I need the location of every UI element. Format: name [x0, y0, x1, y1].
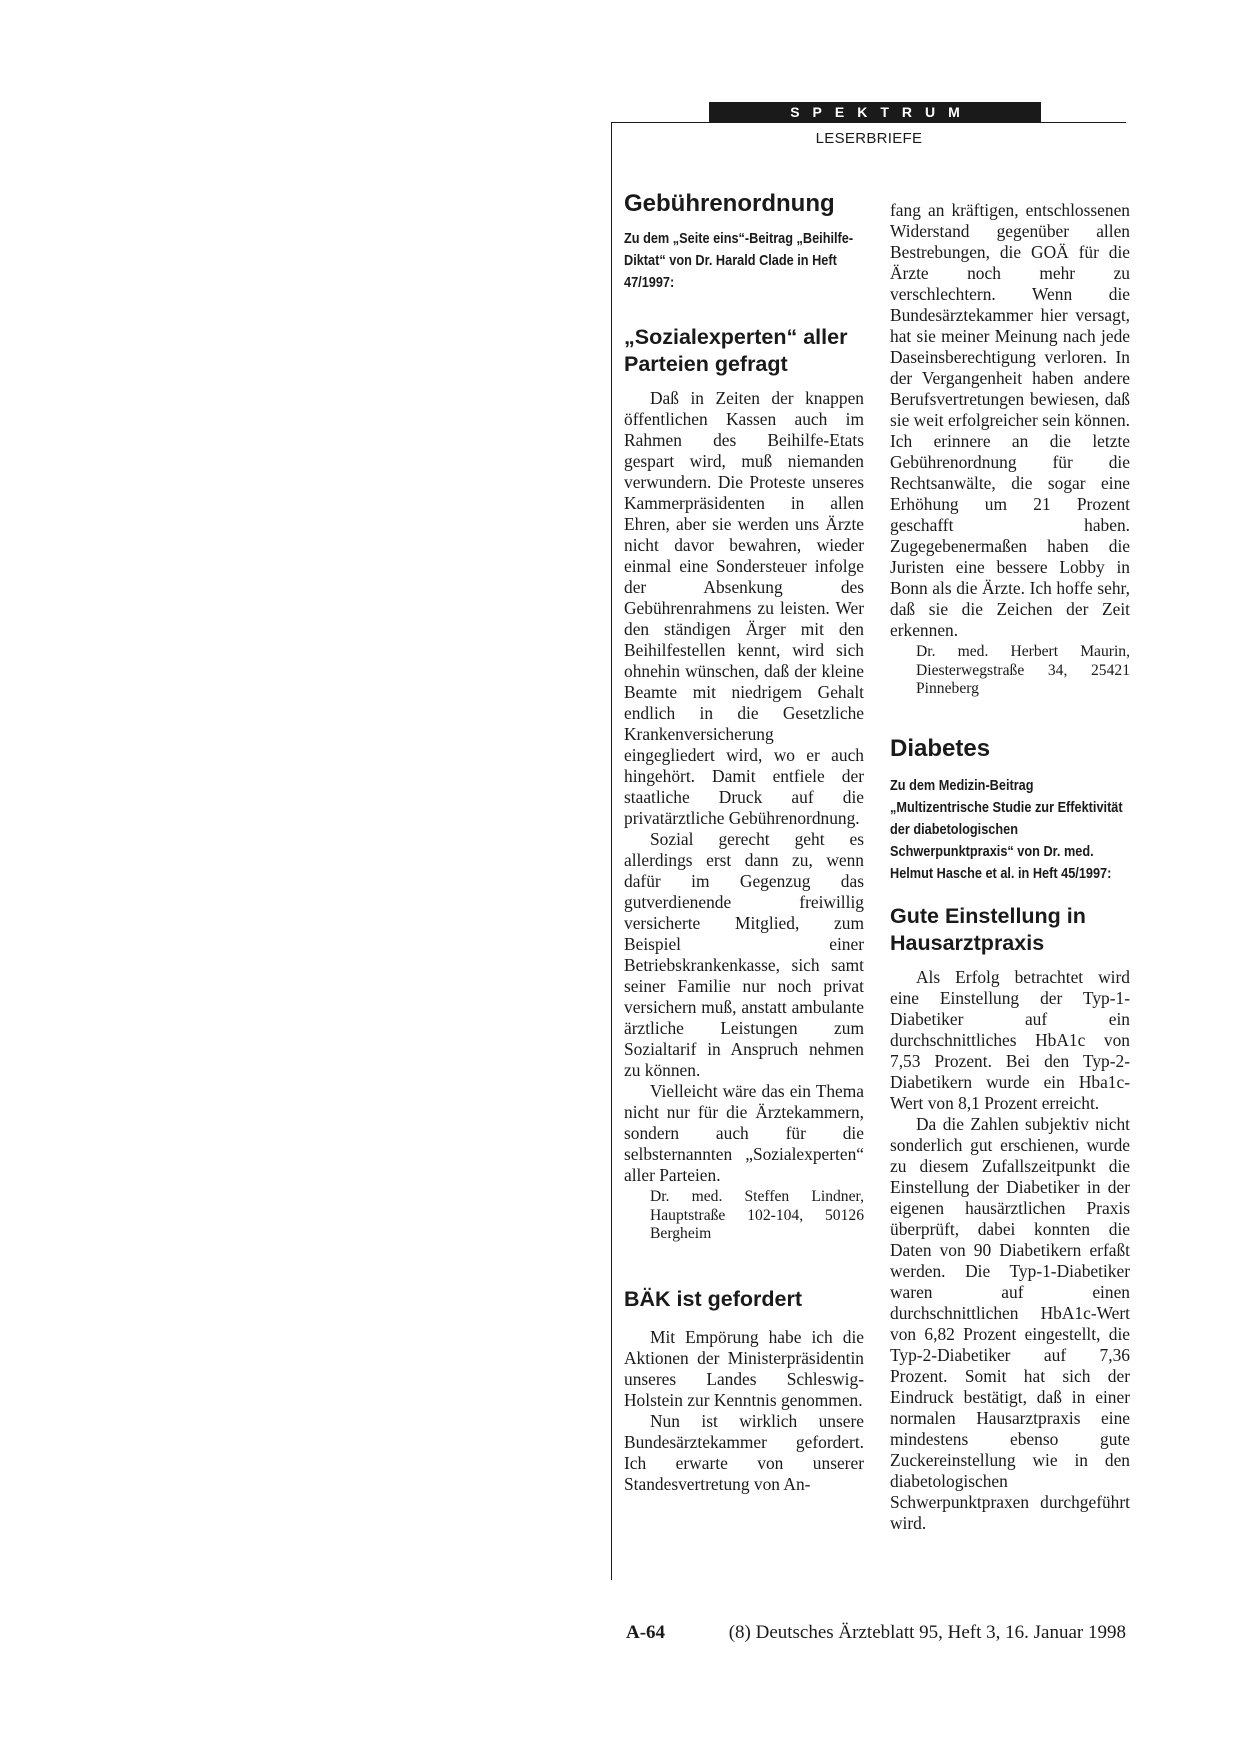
section-subtitle: LESERBRIEFE	[815, 130, 923, 147]
rubric-gebuehrenordnung: Gebührenordnung	[624, 190, 835, 217]
right-column	[890, 200, 1130, 1534]
letter-paragraph: Daß in Zeiten der knappen öffentlichen Kassen auch im Rahmen des Beihilfe-Etats gespart wird, muß niemanden verwundern. Die Proteste unseres Kammerpräsidenten in allen Ehren, aber sie werden uns Ärzte nicht davor bewahren, wieder einmal eine Sondersteuer infolge der Absenkung des Gebührenrahmens zu leisten. Wer den ständigen Ärger mit den Beihilfestellen kennt, wird sich ohnehin wünschen, daß der kleine Beamte mit niedrigem Gehalt endlich in die Gesetzliche Krankenversicherung eingegliedert wird, wo er auch hingehört. Damit entfiele der staatliche Druck auf die privatärztliche Gebührenordnung.	[624, 388, 864, 828]
letter-paragraph: Nun ist wirklich unsere Bundesärztekammer gefordert. Ich erwarte von unserer Standesvertretung von An-	[624, 1410, 864, 1494]
letter-paragraph: fang an kräftigen, entschlossenen Widerstand gegenüber allen Bestrebungen, die GOÄ für die Ärzte noch mehr zu verschlechtern. Wenn die Bundesärztekammer hier versagt, hat sie meiner Meinung nach jede Daseinsberechtigung verloren. In der Vergangenheit haben andere Berufsvertretungen bewiesen, daß sie weit erfolgreicher sein können. Ich erinnere an die letzte Gebührenordnung für die Rechtsanwälte, die sogar eine Erhöhung um 21 Prozent geschafft haben. Zugegebenermaßen haben die Juristen eine bessere Lobby in Bonn als die Ärzte. Ich hoffe sehr, daß sie die Zeichen der Zeit erkennen.	[890, 200, 1130, 640]
headline-sozialexperten: „Sozialexperten“ aller Parteien gefragt	[624, 325, 848, 376]
header-rule	[612, 122, 1126, 123]
page-number: A-64	[626, 1622, 666, 1643]
intro-diabetes: Zu dem Medizin-Beitrag „Multizentrische Studie zur Effektivität der diabetologischen Schwerpunktpraxis“ von Dr. med. Helmut Hasche et al. in Heft 45/1997:	[890, 777, 1123, 882]
section-banner: SPEKTRUM	[709, 102, 1041, 122]
headline-hausarztpraxis: Gute Einstellung in Hausarztpraxis	[890, 903, 1086, 955]
letter-paragraph: Da die Zahlen subjektiv nicht sonderlich gut erschienen, wurde zu diesem Zufallszeitpunkt die Einstellung der Diabetiker in der eigenen hausärztlichen Praxis überprüft, dabei konnten die Daten von 90 Diabetikern erfaßt werden. Die Typ-1-Diabetiker waren auf einen durchschnittlichen HbA1c-Wert von 6,82 Prozent eingestellt, die Typ-2-Diabetiker auf 7,36 Prozent. Somit hat sich der Eindruck bestätigt, daß in einer normalen Hausarztpraxis eine mindestens ebenso gute Zuckereinstellung wie in den diabetologischen Schwerpunktpraxen durchgeführt wird.	[890, 1113, 1130, 1533]
letter-signature: Dr. med. Steffen Lindner, Hauptstraße 102-104, 50126 Bergheim	[650, 1188, 864, 1243]
letter-paragraph: Als Erfolg betrachtet wird eine Einstellung der Typ-1-Diabetiker auf ein durchschnittliches HbA1c von 7,53 Prozent. Bei den Typ-2-Diabetikern wurde ein Hba1c-Wert von 8,1 Prozent erreicht.	[890, 966, 1130, 1113]
letter-paragraph: Sozial gerecht geht es allerdings erst dann zu, wenn dafür im Gegenzug das gutverdienende freiwillig versicherte Mitglied, zum Beispiel einer Betriebskrankenkasse, sich samt seiner Familie nur noch privat versichern muß, anstatt ambulante ärztliche Leistungen zum Sozialtarif in Anspruch nehmen zu können.	[624, 829, 864, 1080]
intro-gebuehrenordnung: Zu dem „Seite eins“-Beitrag „Beihilfe-Diktat“ von Dr. Harald Clade in Heft 47/1997:	[624, 231, 854, 291]
left-column	[624, 190, 864, 1495]
page-footer	[626, 1622, 1126, 1644]
letter-paragraph: Vielleicht wäre das ein Thema nicht nur für die Ärztekammern, sondern auch für die selbsternannten „Sozialexperten“ aller Parteien.	[624, 1081, 864, 1185]
column-rule	[611, 122, 612, 1580]
headline-baek: BÄK ist gefordert	[624, 1286, 802, 1311]
letter-paragraph: Mit Empörung habe ich die Aktionen der Ministerpräsidentin unseres Landes Schleswig-Holstein zur Kenntnis genommen.	[624, 1326, 864, 1410]
publication-citation: (8) Deutsches Ärzteblatt 95, Heft 3, 16. Januar 1998	[728, 1622, 1126, 1643]
letter-signature: Dr. med. Herbert Maurin, Diesterwegstraße 34, 25421 Pinneberg	[916, 643, 1130, 698]
rubric-diabetes: Diabetes	[890, 734, 991, 762]
